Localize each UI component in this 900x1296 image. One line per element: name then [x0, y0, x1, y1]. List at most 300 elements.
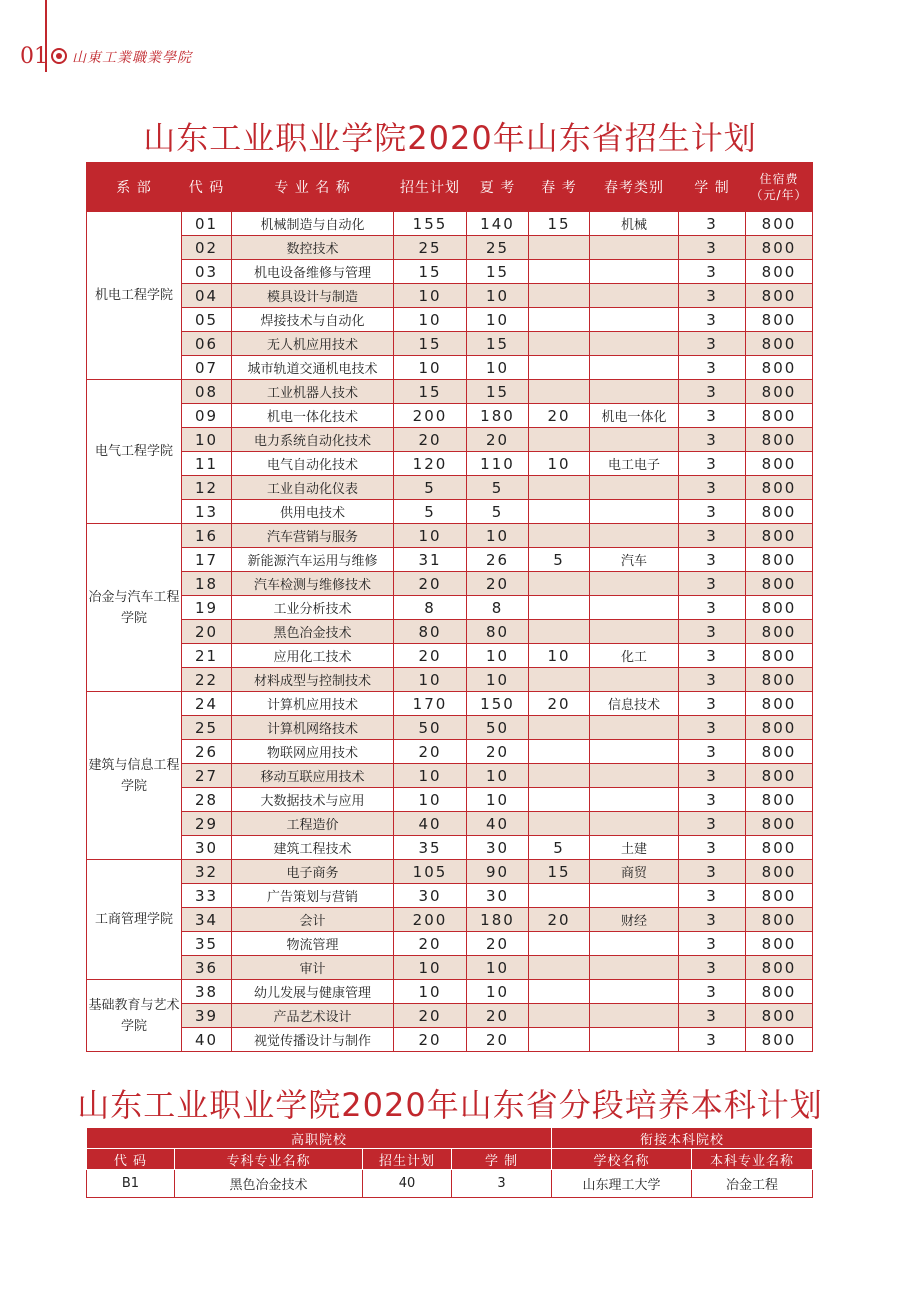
- table-row: [87, 500, 813, 524]
- years-cell: 3: [679, 620, 746, 644]
- plan-cell: 10: [394, 980, 467, 1004]
- code-cell: 22: [182, 668, 232, 692]
- major-cell: 电气自动化技术: [232, 452, 394, 476]
- plan-cell: 10: [394, 788, 467, 812]
- major-cell: 无人机应用技术: [232, 332, 394, 356]
- code-cell: 18: [182, 572, 232, 596]
- summer-cell: 20: [467, 1028, 529, 1052]
- header-summer: 夏 考: [467, 163, 529, 212]
- spring-type-cell: 电工电子: [590, 452, 679, 476]
- code-cell: 04: [182, 284, 232, 308]
- table-row: [87, 620, 813, 644]
- table-row: [87, 356, 813, 380]
- code-cell: 16: [182, 524, 232, 548]
- plan-cell: 20: [394, 428, 467, 452]
- spring-cell: [529, 236, 590, 260]
- plan-cell: 20: [394, 1028, 467, 1052]
- spring-cell: [529, 1004, 590, 1028]
- department-cell: 机电工程学院: [87, 212, 182, 380]
- summer-cell: 30: [467, 884, 529, 908]
- seg-plan: 40: [363, 1170, 452, 1198]
- major-cell: 城市轨道交通机电技术: [232, 356, 394, 380]
- spring-cell: 15: [529, 212, 590, 236]
- fee-cell: 800: [746, 212, 813, 236]
- code-cell: 13: [182, 500, 232, 524]
- department-cell: 基础教育与艺术学院: [87, 980, 182, 1052]
- years-cell: 3: [679, 596, 746, 620]
- table-row: [87, 548, 813, 572]
- plan-cell: 10: [394, 524, 467, 548]
- spring-type-cell: 机电一体化: [590, 404, 679, 428]
- spring-cell: [529, 980, 590, 1004]
- segment-group-row: [87, 1128, 813, 1149]
- summer-cell: 40: [467, 812, 529, 836]
- major-cell: 供用电技术: [232, 500, 394, 524]
- years-cell: 3: [679, 692, 746, 716]
- school-name: 山東工業職業學院: [72, 50, 192, 66]
- fee-cell: 800: [746, 980, 813, 1004]
- table-row: [87, 572, 813, 596]
- spring-type-cell: [590, 932, 679, 956]
- years-cell: 3: [679, 1004, 746, 1028]
- fee-cell: 800: [746, 332, 813, 356]
- summer-cell: 20: [467, 740, 529, 764]
- plan-cell: 15: [394, 380, 467, 404]
- seg-header-code: 代 码: [87, 1149, 175, 1170]
- table-row: [87, 380, 813, 404]
- summer-cell: 8: [467, 596, 529, 620]
- spring-type-cell: [590, 884, 679, 908]
- spring-cell: [529, 620, 590, 644]
- summer-cell: 50: [467, 716, 529, 740]
- summer-cell: 30: [467, 836, 529, 860]
- years-cell: 3: [679, 668, 746, 692]
- spring-type-cell: [590, 716, 679, 740]
- spring-cell: [529, 716, 590, 740]
- segment-header-row: [87, 1149, 813, 1170]
- fee-cell: 800: [746, 668, 813, 692]
- summer-cell: 90: [467, 860, 529, 884]
- seg-years: 3: [452, 1170, 552, 1198]
- major-cell: 机电设备维修与管理: [232, 260, 394, 284]
- plan-cell: 25: [394, 236, 467, 260]
- code-cell: 19: [182, 596, 232, 620]
- major-cell: 物流管理: [232, 932, 394, 956]
- code-cell: 01: [182, 212, 232, 236]
- summer-cell: 15: [467, 260, 529, 284]
- spring-type-cell: [590, 740, 679, 764]
- plan-cell: 105: [394, 860, 467, 884]
- years-cell: 3: [679, 884, 746, 908]
- spring-type-cell: [590, 572, 679, 596]
- header-spring-type: 春考类别: [590, 163, 679, 212]
- fee-cell: 800: [746, 764, 813, 788]
- plan-cell: 10: [394, 956, 467, 980]
- spring-cell: [529, 812, 590, 836]
- fee-cell: 800: [746, 740, 813, 764]
- years-cell: 3: [679, 284, 746, 308]
- group-undergraduate: 衔接本科院校: [552, 1128, 813, 1149]
- segment-title: 山东工业职业学院2020年山东省分段培养本科计划: [77, 1086, 823, 1124]
- fee-cell: 800: [746, 236, 813, 260]
- code-cell: 17: [182, 548, 232, 572]
- spring-cell: [529, 284, 590, 308]
- code-cell: 24: [182, 692, 232, 716]
- spring-cell: 20: [529, 908, 590, 932]
- summer-cell: 10: [467, 764, 529, 788]
- seg-code: B1: [87, 1170, 175, 1198]
- code-cell: 21: [182, 644, 232, 668]
- spring-cell: [529, 380, 590, 404]
- major-cell: 物联网应用技术: [232, 740, 394, 764]
- spring-cell: [529, 356, 590, 380]
- spring-type-cell: [590, 1028, 679, 1052]
- spring-type-cell: [590, 788, 679, 812]
- summer-cell: 10: [467, 524, 529, 548]
- spring-cell: [529, 596, 590, 620]
- fee-cell: 800: [746, 788, 813, 812]
- major-cell: 机械制造与自动化: [232, 212, 394, 236]
- code-cell: 09: [182, 404, 232, 428]
- fee-cell: 800: [746, 860, 813, 884]
- department-cell: 建筑与信息工程学院: [87, 692, 182, 860]
- plan-cell: 20: [394, 1004, 467, 1028]
- plan-cell: 80: [394, 620, 467, 644]
- plan-cell: 50: [394, 716, 467, 740]
- table-row: [87, 644, 813, 668]
- summer-cell: 110: [467, 452, 529, 476]
- code-cell: 20: [182, 620, 232, 644]
- fee-cell: 800: [746, 884, 813, 908]
- major-cell: 广告策划与营销: [232, 884, 394, 908]
- code-cell: 36: [182, 956, 232, 980]
- department-cell: 电气工程学院: [87, 380, 182, 524]
- spring-cell: [529, 956, 590, 980]
- school-logo-icon: [51, 48, 67, 64]
- summer-cell: 20: [467, 572, 529, 596]
- summer-cell: 10: [467, 356, 529, 380]
- spring-cell: [529, 788, 590, 812]
- plan-cell: 5: [394, 476, 467, 500]
- major-cell: 电子商务: [232, 860, 394, 884]
- fee-cell: 800: [746, 260, 813, 284]
- fee-cell: 800: [746, 932, 813, 956]
- summer-cell: 5: [467, 500, 529, 524]
- major-cell: 会计: [232, 908, 394, 932]
- header-plan: 招生计划: [394, 163, 467, 212]
- spring-type-cell: 化工: [590, 644, 679, 668]
- years-cell: 3: [679, 716, 746, 740]
- plan-cell: 31: [394, 548, 467, 572]
- table-row: [87, 404, 813, 428]
- years-cell: 3: [679, 428, 746, 452]
- code-cell: 26: [182, 740, 232, 764]
- spring-type-cell: 信息技术: [590, 692, 679, 716]
- code-cell: 27: [182, 764, 232, 788]
- spring-type-cell: [590, 524, 679, 548]
- seg-header-years: 学 制: [452, 1149, 552, 1170]
- spring-type-cell: [590, 332, 679, 356]
- major-cell: 审计: [232, 956, 394, 980]
- code-cell: 08: [182, 380, 232, 404]
- spring-type-cell: [590, 764, 679, 788]
- code-cell: 07: [182, 356, 232, 380]
- spring-type-cell: 财经: [590, 908, 679, 932]
- summer-cell: 25: [467, 236, 529, 260]
- code-cell: 06: [182, 332, 232, 356]
- table-row: [87, 932, 813, 956]
- seg-ug-major: 冶金工程: [692, 1170, 813, 1198]
- plan-cell: 20: [394, 572, 467, 596]
- years-cell: 3: [679, 500, 746, 524]
- table-row: [87, 1004, 813, 1028]
- seg-header-ug-major: 本科专业名称: [692, 1149, 813, 1170]
- plan-cell: 30: [394, 884, 467, 908]
- years-cell: 3: [679, 380, 746, 404]
- spring-type-cell: 机械: [590, 212, 679, 236]
- summer-cell: 10: [467, 980, 529, 1004]
- table-row: [87, 260, 813, 284]
- years-cell: 3: [679, 1028, 746, 1052]
- years-cell: 3: [679, 356, 746, 380]
- spring-cell: [529, 1028, 590, 1052]
- spring-cell: [529, 932, 590, 956]
- spring-type-cell: [590, 236, 679, 260]
- spring-cell: [529, 764, 590, 788]
- summer-cell: 180: [467, 404, 529, 428]
- major-cell: 汽车营销与服务: [232, 524, 394, 548]
- seg-header-major: 专科专业名称: [175, 1149, 363, 1170]
- years-cell: 3: [679, 308, 746, 332]
- header-fee: 住宿费（元/年）: [746, 163, 813, 212]
- summer-cell: 10: [467, 788, 529, 812]
- plan-cell: 10: [394, 764, 467, 788]
- table-row: [87, 476, 813, 500]
- spring-type-cell: [590, 500, 679, 524]
- plan-cell: 10: [394, 356, 467, 380]
- spring-cell: [529, 572, 590, 596]
- plan-cell: 200: [394, 908, 467, 932]
- plan-cell: 15: [394, 260, 467, 284]
- table-row: [87, 236, 813, 260]
- years-cell: 3: [679, 836, 746, 860]
- spring-cell: [529, 740, 590, 764]
- spring-cell: [529, 332, 590, 356]
- years-cell: 3: [679, 332, 746, 356]
- summer-cell: 5: [467, 476, 529, 500]
- table-row: [87, 524, 813, 548]
- spring-cell: 10: [529, 644, 590, 668]
- spring-type-cell: 土建: [590, 836, 679, 860]
- major-cell: 机电一体化技术: [232, 404, 394, 428]
- major-cell: 移动互联应用技术: [232, 764, 394, 788]
- fee-cell: 800: [746, 404, 813, 428]
- years-cell: 3: [679, 740, 746, 764]
- summer-cell: 80: [467, 620, 529, 644]
- spring-cell: 10: [529, 452, 590, 476]
- spring-cell: [529, 308, 590, 332]
- fee-cell: 800: [746, 1004, 813, 1028]
- fee-cell: 800: [746, 908, 813, 932]
- table-header-row: [87, 163, 813, 212]
- table-row: [87, 716, 813, 740]
- header-major: 专 业 名 称: [232, 163, 394, 212]
- spring-type-cell: [590, 980, 679, 1004]
- main-title: 山东工业职业学院2020年山东省招生计划: [143, 119, 757, 157]
- plan-cell: 155: [394, 212, 467, 236]
- summer-cell: 10: [467, 308, 529, 332]
- spring-type-cell: [590, 620, 679, 644]
- years-cell: 3: [679, 476, 746, 500]
- segment-row: [87, 1170, 813, 1198]
- code-cell: 34: [182, 908, 232, 932]
- spring-type-cell: [590, 596, 679, 620]
- table-row: [87, 1028, 813, 1052]
- plan-cell: 10: [394, 308, 467, 332]
- table-row: [87, 332, 813, 356]
- spring-type-cell: [590, 380, 679, 404]
- plan-cell: 40: [394, 812, 467, 836]
- major-cell: 电力系统自动化技术: [232, 428, 394, 452]
- years-cell: 3: [679, 908, 746, 932]
- plan-cell: 20: [394, 644, 467, 668]
- years-cell: 3: [679, 932, 746, 956]
- years-cell: 3: [679, 764, 746, 788]
- summer-cell: 10: [467, 644, 529, 668]
- spring-type-cell: [590, 284, 679, 308]
- fee-cell: 800: [746, 644, 813, 668]
- summer-cell: 140: [467, 212, 529, 236]
- code-cell: 38: [182, 980, 232, 1004]
- plan-cell: 200: [394, 404, 467, 428]
- page-number: 01: [20, 44, 48, 69]
- spring-cell: [529, 500, 590, 524]
- major-cell: 产品艺术设计: [232, 1004, 394, 1028]
- fee-cell: 800: [746, 308, 813, 332]
- fee-cell: 800: [746, 716, 813, 740]
- code-cell: 02: [182, 236, 232, 260]
- major-cell: 模具设计与制造: [232, 284, 394, 308]
- spring-type-cell: 汽车: [590, 548, 679, 572]
- code-cell: 30: [182, 836, 232, 860]
- summer-cell: 20: [467, 428, 529, 452]
- years-cell: 3: [679, 524, 746, 548]
- fee-cell: 800: [746, 476, 813, 500]
- table-row: [87, 428, 813, 452]
- code-cell: 28: [182, 788, 232, 812]
- fee-cell: 800: [746, 428, 813, 452]
- spring-cell: 5: [529, 548, 590, 572]
- plan-cell: 20: [394, 932, 467, 956]
- spring-cell: 15: [529, 860, 590, 884]
- spring-type-cell: [590, 356, 679, 380]
- summer-cell: 150: [467, 692, 529, 716]
- seg-major: 黑色冶金技术: [175, 1170, 363, 1198]
- major-cell: 计算机网络技术: [232, 716, 394, 740]
- summer-cell: 180: [467, 908, 529, 932]
- code-cell: 33: [182, 884, 232, 908]
- fee-cell: 800: [746, 956, 813, 980]
- code-cell: 11: [182, 452, 232, 476]
- fee-cell: 800: [746, 500, 813, 524]
- major-cell: 幼儿发展与健康管理: [232, 980, 394, 1004]
- major-cell: 材料成型与控制技术: [232, 668, 394, 692]
- summer-cell: 20: [467, 1004, 529, 1028]
- code-cell: 35: [182, 932, 232, 956]
- summer-cell: 20: [467, 932, 529, 956]
- header-department: 系 部: [87, 163, 182, 212]
- major-cell: 计算机应用技术: [232, 692, 394, 716]
- spring-cell: 20: [529, 692, 590, 716]
- major-cell: 应用化工技术: [232, 644, 394, 668]
- summer-cell: 15: [467, 332, 529, 356]
- table-row: [87, 740, 813, 764]
- summer-cell: 26: [467, 548, 529, 572]
- fee-cell: 800: [746, 380, 813, 404]
- years-cell: 3: [679, 404, 746, 428]
- plan-cell: 15: [394, 332, 467, 356]
- department-cell: 工商管理学院: [87, 860, 182, 980]
- major-cell: 工业分析技术: [232, 596, 394, 620]
- years-cell: 3: [679, 212, 746, 236]
- fee-cell: 800: [746, 812, 813, 836]
- years-cell: 3: [679, 548, 746, 572]
- major-cell: 新能源汽车运用与维修: [232, 548, 394, 572]
- segment-table: [86, 1127, 813, 1198]
- spring-cell: [529, 524, 590, 548]
- major-cell: 建筑工程技术: [232, 836, 394, 860]
- seg-header-plan: 招生计划: [363, 1149, 452, 1170]
- seg-university: 山东理工大学: [552, 1170, 692, 1198]
- years-cell: 3: [679, 980, 746, 1004]
- header-code: 代 码: [182, 163, 232, 212]
- major-cell: 工业自动化仪表: [232, 476, 394, 500]
- department-cell: 冶金与汽车工程学院: [87, 524, 182, 692]
- code-cell: 05: [182, 308, 232, 332]
- years-cell: 3: [679, 812, 746, 836]
- header-years: 学 制: [679, 163, 746, 212]
- plan-cell: 35: [394, 836, 467, 860]
- major-cell: 焊接技术与自动化: [232, 308, 394, 332]
- table-row: [87, 596, 813, 620]
- fee-cell: 800: [746, 692, 813, 716]
- spring-type-cell: [590, 260, 679, 284]
- spring-type-cell: 商贸: [590, 860, 679, 884]
- table-row: [87, 668, 813, 692]
- spring-type-cell: [590, 1004, 679, 1028]
- spring-cell: [529, 668, 590, 692]
- summer-cell: 15: [467, 380, 529, 404]
- spring-type-cell: [590, 308, 679, 332]
- spring-type-cell: [590, 428, 679, 452]
- years-cell: 3: [679, 260, 746, 284]
- plan-cell: 5: [394, 500, 467, 524]
- summer-cell: 10: [467, 284, 529, 308]
- fee-cell: 800: [746, 524, 813, 548]
- fee-cell: 800: [746, 620, 813, 644]
- table-row: [87, 788, 813, 812]
- spring-type-cell: [590, 812, 679, 836]
- code-cell: 29: [182, 812, 232, 836]
- summer-cell: 10: [467, 668, 529, 692]
- summer-cell: 10: [467, 956, 529, 980]
- plan-cell: 20: [394, 740, 467, 764]
- code-cell: 10: [182, 428, 232, 452]
- table-row: [87, 212, 813, 236]
- plan-cell: 10: [394, 668, 467, 692]
- table-row: [87, 308, 813, 332]
- code-cell: 03: [182, 260, 232, 284]
